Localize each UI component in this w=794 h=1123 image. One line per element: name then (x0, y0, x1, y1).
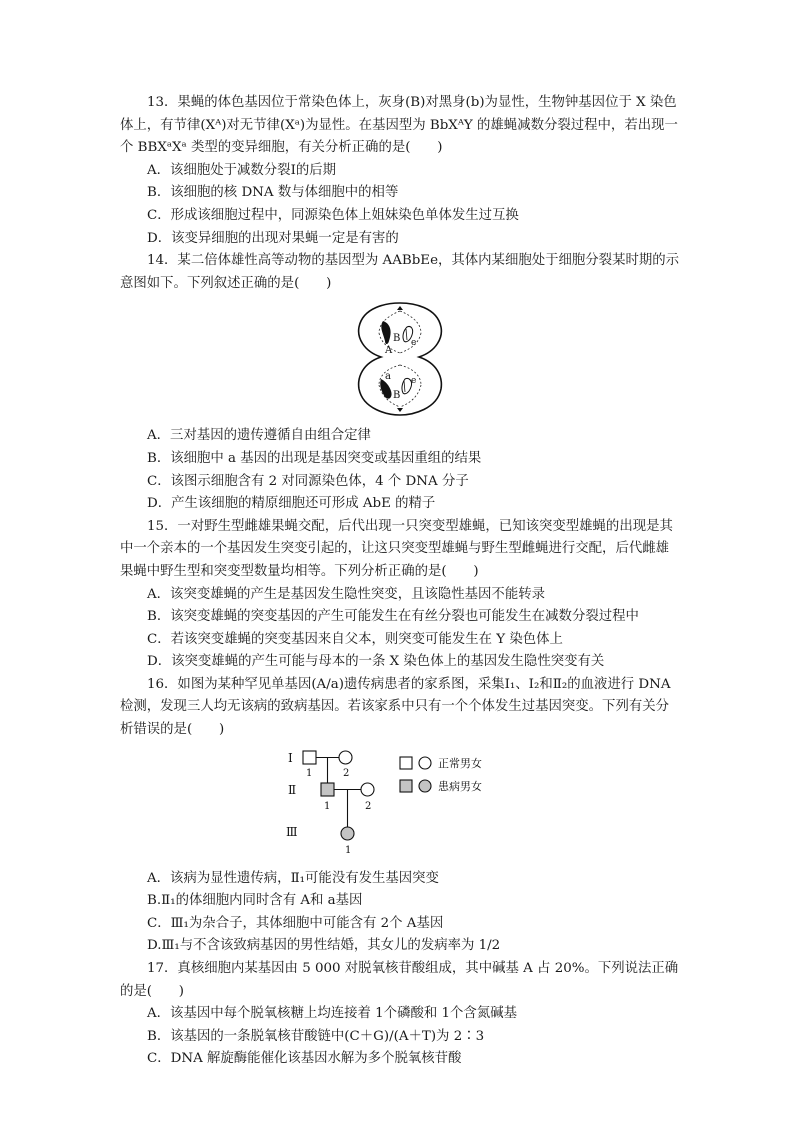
gene-label-top-left: A (385, 345, 393, 357)
question-14 (120, 250, 680, 516)
question-13-option-d: D．该变异细胞的出现对果蝇一定是有害的 (147, 230, 399, 246)
gene-label-top-mid: B (393, 333, 401, 345)
gene-label-bottom-left: a (385, 371, 391, 383)
generation-label-2: Ⅱ (288, 782, 297, 797)
chromosome-black-top (381, 321, 390, 344)
question-17-stem: 17．真核细胞内某基因由 5 000 对脱氧核苷酸组成，其中碱基 A 占 20%。下列说法正确的是( ) (120, 961, 679, 999)
exam-page (120, 92, 680, 1071)
question-17 (120, 958, 680, 1071)
cell-diagram (345, 301, 455, 421)
question-15-option-c: C．若该突变雄蝇的突变基因来自父本，则突变可能发生在 Y 染色体上 (147, 631, 563, 647)
legend-affected-male-icon (400, 780, 412, 792)
legend-normal-male-icon (400, 757, 412, 769)
question-17-option-c: C．DNA 解旋酶能催化该基因水解为多个脱氧核苷酸 (147, 1051, 462, 1067)
question-15-option-d: D．该突变雄蝇的产生可能与母本的一条 X 染色体上的基因发生隐性突变有关 (147, 654, 605, 670)
question-14-option-a: A．三对基因的遗传遵循自由组合定律 (147, 428, 371, 444)
centriole-bottom (397, 408, 403, 412)
question-15-option-a: A．该突变雄蝇的产生是基因发生隐性突变，且该隐性基因不能转录 (147, 586, 545, 602)
question-16-option-a: A．该病为显性遗传病，Ⅱ₁可能没有发生基因突变 (147, 870, 439, 886)
generation-label-3: Ⅲ (286, 824, 298, 839)
centriole-top (397, 306, 403, 310)
gene-label-bottom-mid: B (393, 390, 401, 402)
pedigree-III1-female-affected (341, 827, 354, 840)
question-14-stem: 14．某二倍体雄性高等动物的基因型为 AABbEe，其体内某细胞处于细胞分裂某时期的示意图如下。下列叙述正确的是( ) (120, 253, 680, 291)
pedigree-chart (280, 750, 520, 860)
pedigree-II2-female-normal (361, 783, 374, 796)
pedigree-figure (120, 750, 680, 860)
question-16-option-b: B.Ⅱ₁的体细胞内同时含有 A和 a基因 (147, 893, 363, 909)
pedigree-I1-number: 1 (306, 767, 313, 779)
question-15 (120, 516, 680, 674)
pedigree-III1-number: 1 (345, 844, 352, 856)
question-15-stem: 15．一对野生型雌雄果蝇交配，后代出现一只突变型雄蝇，已知该突变型雄蝇的出现是其中一个亲本的一个基因发生突变引起的，让这只突变型雄蝇与野生型雌蝇进行交配，后代雌雄果蝇中野生型和突变型数量均相等。下列分析正确的是( ) (120, 518, 673, 579)
pedigree-I1-male-normal (303, 751, 316, 764)
pedigree-I2-number: 2 (343, 767, 350, 779)
question-13-option-c: C．形成该细胞过程中，同源染色体上姐妹染色单体发生过互换 (147, 207, 519, 223)
gene-label-top-right: e (411, 338, 417, 349)
generation-label-1: Ⅰ (288, 750, 293, 765)
question-14-option-d: D．产生该细胞的精原细胞还可形成 AbE 的精子 (147, 496, 436, 512)
gene-label-bottom-right: e (411, 376, 417, 387)
question-13-option-a: A．该细胞处于减数分裂Ⅰ的后期 (147, 162, 337, 178)
question-13-option-b: B．该细胞的核 DNA 数与体细胞中的相等 (147, 185, 399, 201)
question-16 (120, 674, 680, 958)
pedigree-I2-female-normal (339, 751, 352, 764)
legend-affected-female-icon (419, 780, 431, 792)
question-16-option-c: C．Ⅲ₁为杂合子，其体细胞中可能含有 2个 A基因 (147, 915, 444, 931)
cell-division-figure (120, 301, 680, 421)
pedigree-II1-number: 1 (324, 800, 331, 812)
legend-normal-female-icon (419, 757, 431, 769)
question-17-option-a: A．该基因中每个脱氧核糖上均连接着 1个磷酸和 1个含氮碱基 (147, 1006, 517, 1022)
question-13-stem: 13．果蝇的体色基因位于常染色体上，灰身(B)对黑身(b)为显性，生物钟基因位于 X 染色体上，有节律(Xᴬ)对无节律(Xᵃ)为显性。在基因型为 BbXᴬY 的雄蝇减数分裂过程中，若出现一个 BBXᵃXᵃ 类型的变异细胞，有关分析正确的是( ) (120, 95, 678, 156)
question-15-option-b: B．该突变雄蝇的突变基因的产生可能发生在有丝分裂也可能发生在减数分裂过程中 (147, 609, 639, 625)
question-16-option-d: D.Ⅲ₁与不含该致病基因的男性结婚，其女儿的发病率为 1/2 (147, 938, 501, 954)
question-17-option-b: B．该基因的一条脱氧核苷酸链中(C＋G)/(A＋T)为 2∶3 (147, 1028, 485, 1044)
question-14-option-b: B．该细胞中 a 基因的出现是基因突变或基因重组的结果 (147, 450, 482, 466)
legend-affected-label: 患病男女 (438, 779, 482, 793)
question-13 (120, 92, 680, 250)
legend-normal-label: 正常男女 (438, 756, 482, 770)
pedigree-II2-number: 2 (365, 800, 372, 812)
pedigree-II1-male-affected (321, 783, 334, 796)
question-16-stem: 16．如图为某种罕见单基因(A/a)遗传病患者的家系图，采集Ⅰ₁、Ⅰ₂和Ⅱ₂的血液进行 DNA 检测，发现三人均无该病的致病基因。若该家系中只有一个个体发生过基因突变。下列有关分析错误的是( ) (120, 676, 671, 738)
question-14-option-c: C．该图示细胞含有 2 对同源染色体，4 个 DNA 分子 (147, 473, 469, 489)
